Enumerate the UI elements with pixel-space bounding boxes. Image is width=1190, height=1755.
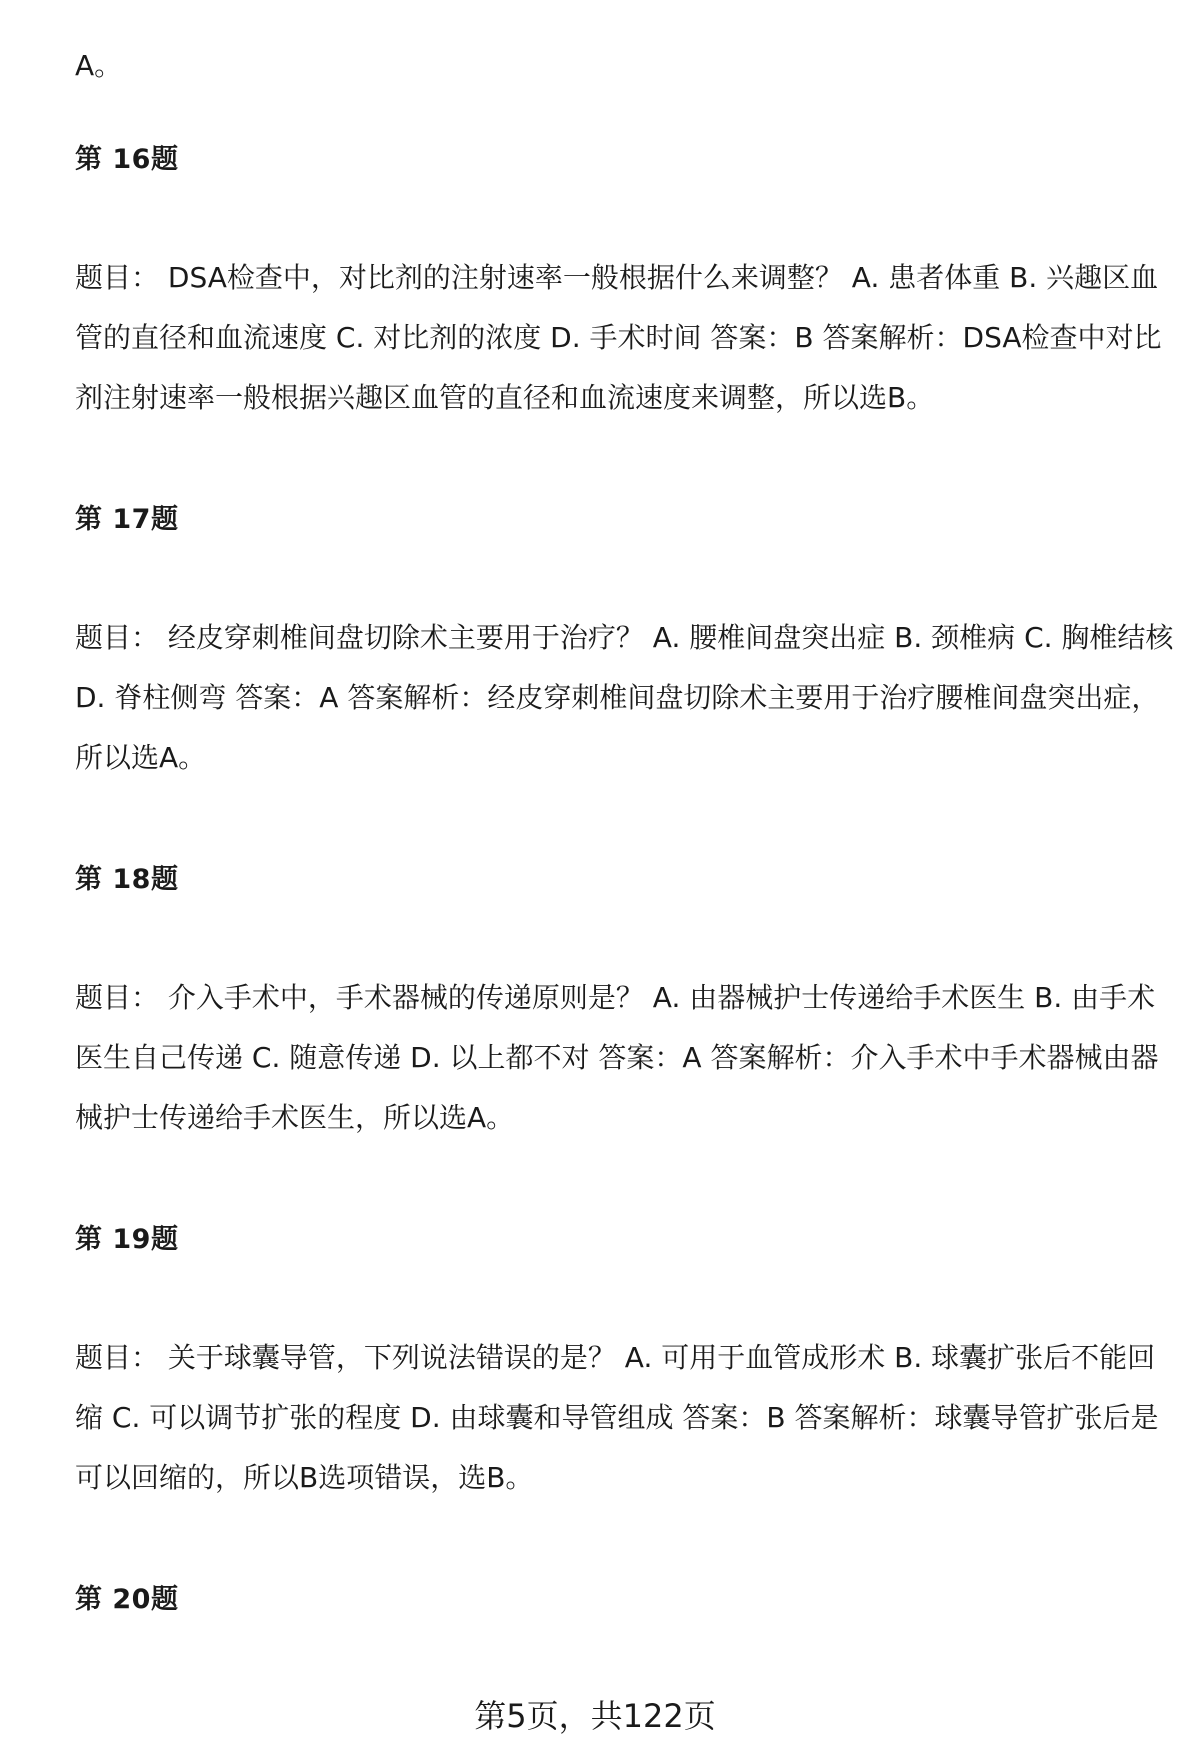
question-20-heading: 第 20题 (75, 1584, 179, 1615)
question-16-heading: 第 16题 (75, 144, 179, 175)
question-18-heading: 第 18题 (75, 864, 179, 895)
continued-answer-fragment: A。 (75, 49, 123, 82)
question-16-text: 题目： DSA检查中，对比剂的注射速率一般根据什么来调整？ A. 患者体重 B. 兴趣区血管的直径和血流速度 C. 对比剂的浓度 D. 手术时间 答案：B 答案解析：DSA检查中对比剂注射速率一般根据兴趣区血管的直径和血流速度来调整，所以选B。 (75, 261, 1162, 414)
question-17-text: 题目： 经皮穿刺椎间盘切除术主要用于治疗？ A. 腰椎间盘突出症 B. 颈椎病 C. 胸椎结核 D. 脊柱侧弯 答案：A 答案解析：经皮穿刺椎间盘切除术主要用于治疗腰椎间盘突出症，所以选A。 (75, 621, 1174, 774)
question-17-heading: 第 17题 (75, 504, 179, 535)
page-number-footer: 第5页，共122页 (474, 1697, 716, 1735)
question-19-text: 题目： 关于球囊导管，下列说法错误的是？ A. 可用于血管成形术 B. 球囊扩张后不能回缩 C. 可以调节扩张的程度 D. 由球囊和导管组成 答案：B 答案解析：球囊导管扩张后是可以回缩的，所以B选项错误，选B。 (75, 1341, 1159, 1494)
question-19-heading: 第 19题 (75, 1224, 179, 1255)
question-18-text: 题目： 介入手术中，手术器械的传递原则是？ A. 由器械护士传递给手术医生 B. 由手术医生自己传递 C. 随意传递 D. 以上都不对 答案：A 答案解析：介入手术中手术器械由器械护士传递给手术医生，所以选A。 (75, 981, 1159, 1134)
